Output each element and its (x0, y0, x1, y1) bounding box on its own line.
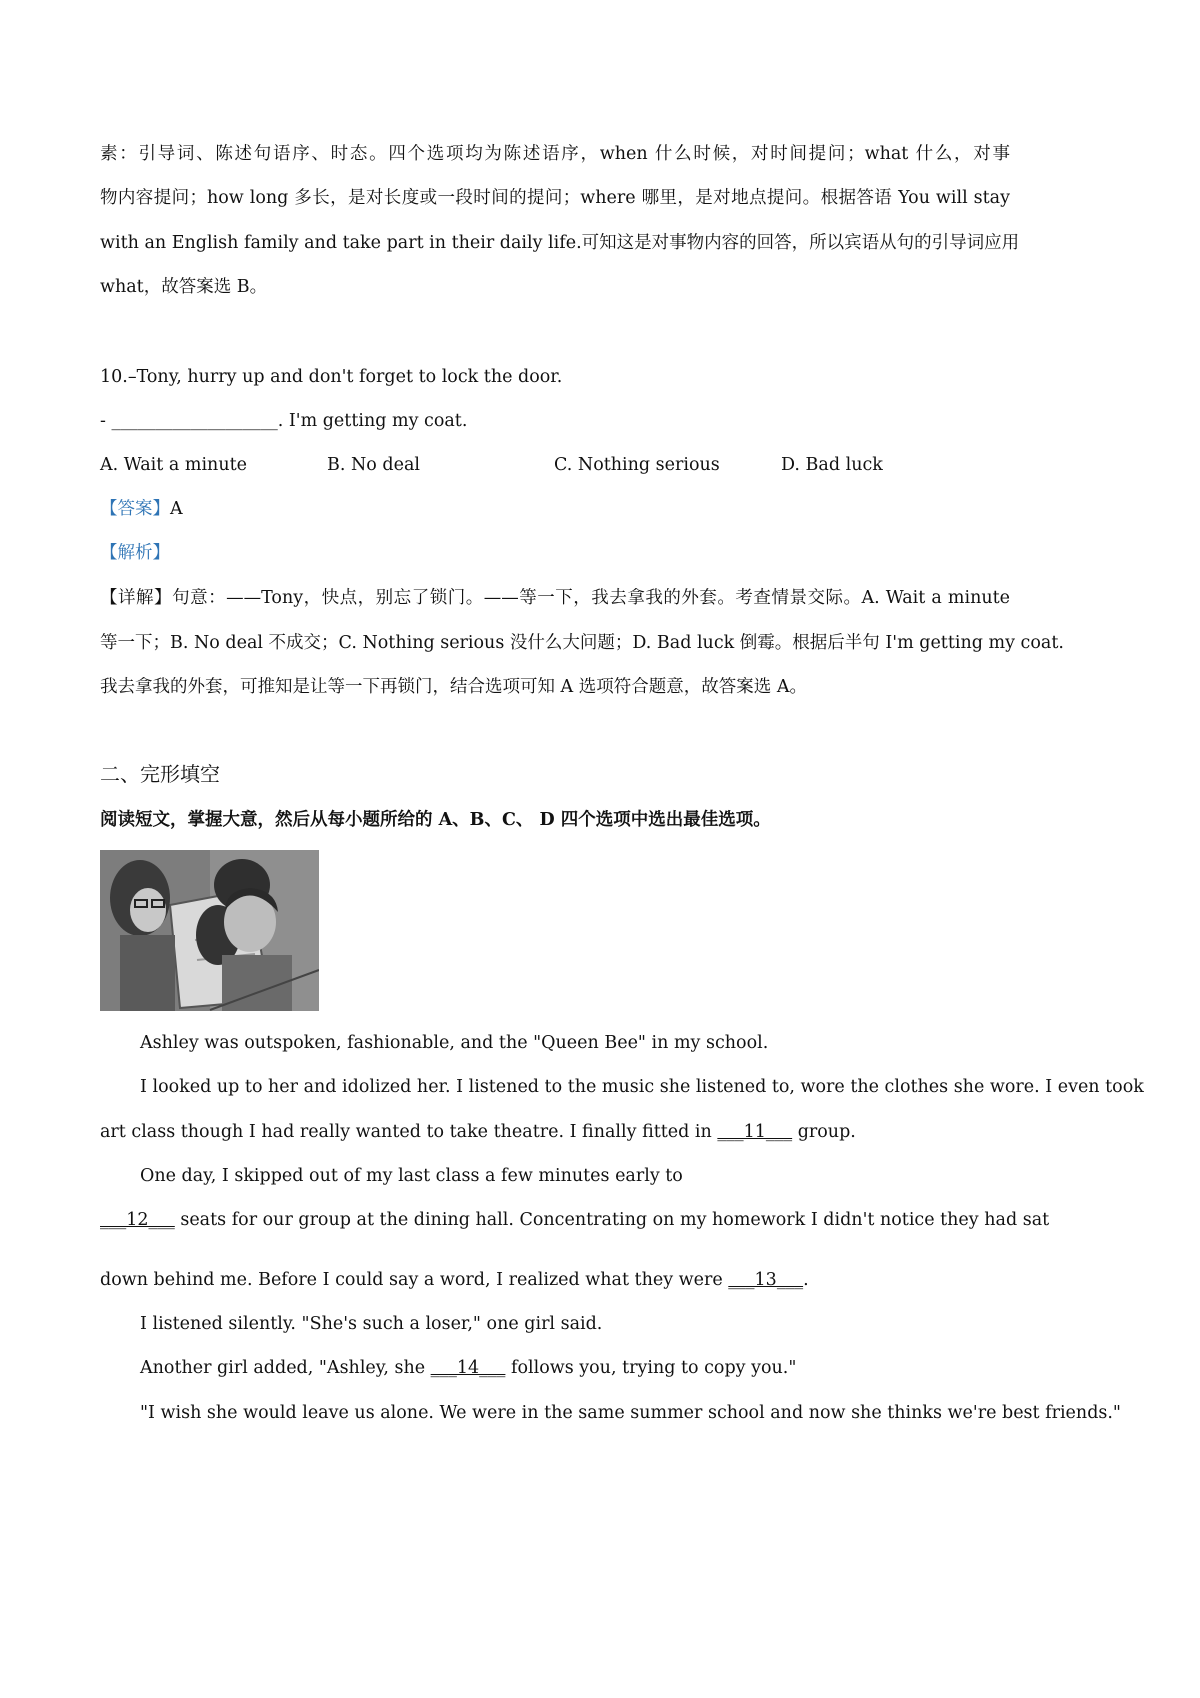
section-title: 二、完形填空 (100, 762, 220, 786)
illustration-drawing (100, 850, 319, 1011)
prev-explanation-line-2: 物内容提问；how long 多长，是对长度或一段时间的提问；where 哪里，是对地点提问。根据答语 You will stay (100, 188, 1010, 208)
detail-line-2: 等一下；B. No deal 不成交；C. Nothing serious 没什么大问题；D. Bad luck 倒霉。根据后半句 I'm getting my coat. (100, 633, 1064, 653)
passage-illustration (100, 850, 319, 1011)
detail-line-1 (100, 586, 1010, 610)
option-b: B. No deal (327, 455, 420, 475)
detail-tag: 【详解】 (100, 588, 173, 608)
passage-text: Another girl added, "Ashley, she (140, 1358, 431, 1378)
passage-text: art class though I had really wanted to take theatre. I finally fitted in (100, 1122, 718, 1142)
section-instruction: 阅读短文，掌握大意，然后从每小题所给的 A、B、C、 D 四个选项中选出最佳选项。 (100, 810, 771, 830)
analysis-tag: 【解析】 (100, 543, 170, 563)
analysis-row (100, 541, 1010, 565)
passage-paragraph-2-line-1: I looked up to her and idolized her. I listened to the music she listened to, wore the clothes she wore. I even took (140, 1077, 1144, 1097)
passage-paragraph-6: "I wish she would leave us alone. We were in the same summer school and now she thinks we're best friends." (140, 1403, 1121, 1423)
option-d: D. Bad luck (781, 455, 883, 475)
passage-text: follows you, trying to copy you." (505, 1358, 797, 1378)
option-c: C. Nothing serious (554, 455, 720, 475)
option-a: A. Wait a minute (100, 455, 247, 475)
passage-paragraph-5 (100, 1356, 1010, 1380)
passage-text: . (803, 1270, 809, 1290)
blank-12: ___12___ (100, 1210, 175, 1230)
passage-text: seats for our group at the dining hall. Concentrating on my homework I didn't notice they had sat (174, 1210, 1050, 1230)
passage-paragraph-4: I listened silently. "She's such a loser," one girl said. (140, 1314, 603, 1334)
question-10-reply: - ___________________. I'm getting my coat. (100, 411, 468, 431)
passage-text: down behind me. Before I could say a word, I realized what they were (100, 1270, 729, 1290)
passage-paragraph-2-line-2 (100, 1120, 1010, 1144)
question-10-stem: 10.–Tony, hurry up and don't forget to lock the door. (100, 367, 563, 387)
prev-explanation-line-3: with an English family and take part in their daily life.可知这是对事物内容的回答，所以宾语从句的引导词应用 (100, 233, 1020, 253)
blank-11: ___11___ (717, 1122, 793, 1142)
passage-paragraph-1: Ashley was outspoken, fashionable, and the "Queen Bee" in my school. (140, 1033, 769, 1053)
passage-paragraph-3-line-1: One day, I skipped out of my last class a few minutes early to (140, 1166, 683, 1186)
blank-13: ___13___ (728, 1270, 804, 1290)
blank-14: ___14___ (430, 1358, 506, 1378)
answer-row (100, 497, 1010, 521)
passage-text: group. (792, 1122, 856, 1142)
answer-tag: 【答案】 (100, 499, 170, 519)
passage-paragraph-3-line-3 (100, 1268, 1010, 1292)
prev-explanation-line-1: 素：引导词、陈述句语序、时态。四个选项均为陈述语序，when 什么时候，对时间提问；what 什么，对事 (100, 144, 1010, 164)
passage-paragraph-3-line-2 (100, 1208, 1050, 1232)
detail-line-3: 我去拿我的外套，可推知是让等一下再锁门，结合选项可知 A 选项符合题意，故答案选 A。 (100, 677, 807, 697)
prev-explanation-line-4: what，故答案选 B。 (100, 277, 268, 297)
answer-value: A (170, 499, 183, 519)
detail-text-1: 句意：——Tony，快点，别忘了锁门。——等一下，我去拿我的外套。考查情景交际。A. Wait a minute (172, 588, 1011, 608)
